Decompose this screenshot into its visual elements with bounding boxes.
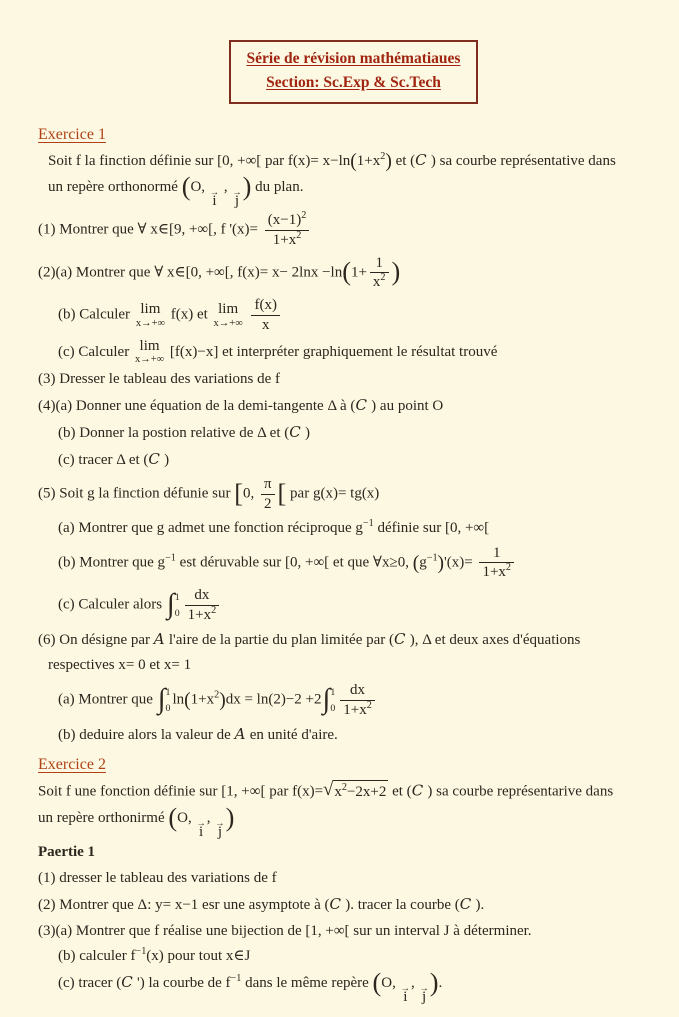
vector-symbol xyxy=(232,187,242,210)
text-run: '(x)= xyxy=(444,554,477,571)
math-fraction xyxy=(265,211,310,250)
doc-line: (2)(a) Montrer que ∀ x∈[0, +∞[, f(x)= x− 2lnx −ln(1+ $\frac{1}{x^2}$ ) xyxy=(38,254,401,291)
text-run: 1+x xyxy=(482,564,506,581)
text-run: 1+x xyxy=(187,606,212,623)
math-fraction xyxy=(261,475,275,514)
math-fraction xyxy=(185,586,220,625)
text-run: (2)(a) Montrer que ∀ x∈[0, +∞[, f(x)= x− 2lnx −ln xyxy=(38,264,343,281)
limit-operator xyxy=(136,302,165,329)
text-run: (2) Montrer que Δ: y= x−1 esr une asymptote à ( xyxy=(38,896,330,913)
text-run: x xyxy=(334,784,342,801)
superscript: 2 xyxy=(366,699,372,711)
text-run: (c) tracer Δ et ( xyxy=(58,451,149,468)
integral-upper-bound: 1 xyxy=(174,591,180,603)
integral-upper-bound: 1 xyxy=(330,686,336,698)
text-run: (c) Calculer alors xyxy=(58,596,166,613)
text-run: (c) Calculer xyxy=(58,343,133,360)
text-run: f(x) et xyxy=(166,306,212,323)
integral-operator xyxy=(322,684,337,716)
script-letter: C xyxy=(148,449,161,468)
math-fraction xyxy=(479,544,514,583)
fraction-denominator xyxy=(340,701,375,720)
vector-letter: j xyxy=(217,824,222,841)
limit-word: lim xyxy=(140,300,161,317)
superscript: 2 xyxy=(296,229,302,241)
text-run: et ( xyxy=(391,153,416,170)
text-run: (c) tracer ( xyxy=(58,975,122,992)
text-run: (1) Montrer que ∀ x∈[9, +∞[, f '(x)= xyxy=(38,221,262,238)
text-run: (b) calculer f xyxy=(58,948,136,965)
fraction-denominator xyxy=(370,273,389,292)
vector-arrow-icon: → xyxy=(232,187,242,198)
exercise-heading: Exercice 1 xyxy=(38,126,106,144)
text-run: (5) Soit g la finction défunie sur xyxy=(38,485,235,502)
script-letter: C xyxy=(394,629,406,648)
bold-text-run: Paertie 1 xyxy=(38,844,96,861)
text-run: définie sur [0, +∞[ xyxy=(373,519,490,536)
superscript: 2 xyxy=(341,782,347,794)
text-run: , xyxy=(206,810,215,827)
superscript: −1 xyxy=(165,552,176,564)
vector-letter: j xyxy=(234,193,240,210)
integral-sign: ∫ xyxy=(322,684,331,716)
text-run: (a) Montrer que xyxy=(58,691,157,708)
doc-line xyxy=(38,422,669,445)
integral-bounds xyxy=(330,687,336,714)
integral-upper-bound: 1 xyxy=(165,686,171,698)
fraction-denominator xyxy=(261,495,275,514)
vector-symbol xyxy=(400,983,410,1006)
doc-line xyxy=(38,395,669,418)
script-letter: C xyxy=(459,894,472,913)
text-run: ), Δ et deux axes d'équations xyxy=(405,631,581,648)
text-run: g xyxy=(419,554,427,571)
text-run: Soit f la finction définie sur [0, +∞[ par f(x)= x−ln xyxy=(48,153,351,170)
doc-line: un repère orthonirmé (O, → i , → j ) xyxy=(38,803,235,841)
limit-subscript: x→+∞ xyxy=(213,317,243,329)
text-run: O, xyxy=(381,975,400,992)
integral-operator xyxy=(166,589,181,621)
superscript: −1 xyxy=(135,946,147,958)
superscript: 2 xyxy=(301,210,307,222)
text-run: 2 xyxy=(264,496,272,513)
superscript: −1 xyxy=(426,552,438,564)
text-run: 1 xyxy=(375,254,383,271)
text-run: ) sa courbe représentative dans xyxy=(427,153,616,170)
doc-line xyxy=(38,780,669,804)
text-run: , xyxy=(410,975,419,992)
integral-sign: ∫ xyxy=(157,684,166,716)
text-run: ) xyxy=(160,451,170,468)
document-body xyxy=(38,126,669,1006)
text-run: x xyxy=(372,274,381,291)
text-run: x xyxy=(261,316,270,333)
text-run: π xyxy=(263,476,272,493)
doc-line xyxy=(38,868,669,890)
text-run: (b) deduire alors la valeur de xyxy=(58,726,235,743)
text-run: (b) Calculer xyxy=(58,306,134,323)
text-run: (a) Montrer que g admet une fonction réciproque g xyxy=(58,519,363,536)
script-letter: C xyxy=(415,151,428,170)
text-run xyxy=(245,307,249,323)
text-run: (1) dresser le tableau des variations de f xyxy=(38,870,277,887)
vector-letter: i xyxy=(199,824,204,841)
text-run: dx xyxy=(350,682,366,699)
doc-line xyxy=(38,724,669,747)
text-run: O, xyxy=(190,178,209,195)
fraction-numerator xyxy=(261,475,275,495)
vector-letter: i xyxy=(403,989,408,1006)
text-run: (3) Dresser le tableau des variations de f xyxy=(38,371,280,388)
text-run: ) xyxy=(301,424,310,441)
doc-line xyxy=(38,586,669,625)
superscript: 2 xyxy=(211,604,217,616)
vector-symbol xyxy=(209,187,220,210)
text-run: ) sa courbe représentarive dans xyxy=(423,783,614,800)
doc-line xyxy=(38,946,669,968)
text-run: , xyxy=(220,178,232,195)
fraction-numerator xyxy=(251,296,280,316)
text-run: (3)(a) Montrer que f réalise une bijection de [1, +∞[ sur un interval J à déterminer. xyxy=(38,922,532,939)
text-run: (6) On désigne par xyxy=(38,631,154,648)
superscript: 2 xyxy=(214,689,220,701)
fraction-denominator xyxy=(185,606,220,625)
sqrt-radical xyxy=(323,780,388,804)
limit-subscript: x→+∞ xyxy=(135,317,165,329)
vector-arrow-icon: → xyxy=(215,818,225,829)
vector-symbol xyxy=(196,818,206,841)
text-run: ). tracer la courbe ( xyxy=(341,896,460,913)
doc-line xyxy=(38,449,669,472)
doc-line: (b) Montrer que $g^{-1}$ est déruvable sur [0, +∞[ et que ∀x≥0, $(g^{-1})'(x)=$ $\frac{1}{1+x^2}$ xyxy=(38,544,669,583)
text-run: Soit f une fonction définie sur [1, +∞[ par f(x)= xyxy=(38,783,324,800)
script-letter: C xyxy=(355,396,368,415)
math-fraction xyxy=(370,254,389,293)
text-run: ). xyxy=(471,896,485,913)
doc-line: (a) Montrer que ∫ 1 0 $\ln(1+x^2)dx = \ln(2)-2 +2$ ∫ 1 0 $\frac{dx}{1+x^2}$ xyxy=(38,681,669,720)
text-run: (x−1) xyxy=(267,212,302,229)
text-run: 0, xyxy=(242,485,258,502)
sqrt-sign: √ xyxy=(323,779,334,801)
doc-title: Série de révision mathématiaues xyxy=(246,50,461,67)
text-run: (x) pour tout x∈J xyxy=(146,948,251,965)
doc-line: (c) tracer (C ') la courbe de $f^{-1}$ dans le même repère (O, → i , → j ). xyxy=(58,968,443,1006)
text-run: et ( xyxy=(388,783,412,800)
text-run: O, xyxy=(177,810,196,827)
doc-line xyxy=(38,369,669,391)
math-fraction xyxy=(340,681,375,720)
vector-letter: i xyxy=(212,193,217,210)
superscript: 2 xyxy=(380,151,386,163)
text-run: est déruvable sur [0, +∞[ et que ∀x≥0, xyxy=(175,554,413,571)
text-run: par g(x)= tg(x) xyxy=(286,485,380,502)
script-letter: A xyxy=(153,629,166,648)
text-run: un repère orthonirmé xyxy=(38,810,169,827)
text-run: f(x) xyxy=(254,297,277,314)
limit-word: lim xyxy=(139,337,160,354)
text-run: dx xyxy=(194,587,210,604)
text-run: en unité d'aire. xyxy=(245,726,338,743)
fraction-numerator xyxy=(265,211,310,231)
doc-line: Soit f la finction définie sur [0, +∞[ par $f(x)= x-\ln(1+x^2)$ et (C ) sa courbe représentative dans xyxy=(48,151,616,173)
integral-operator xyxy=(157,684,172,716)
text-run: 1+x xyxy=(272,231,297,248)
limit-subscript: x→+∞ xyxy=(134,354,165,366)
doc-line xyxy=(38,211,669,250)
superscript: −1 xyxy=(362,517,374,529)
integral-lower-bound: 0 xyxy=(174,607,180,619)
title-box xyxy=(229,40,479,104)
text-run: un repère orthonormé xyxy=(48,178,182,195)
text-run: 1+ xyxy=(350,264,367,281)
text-run: ln xyxy=(172,691,185,708)
limit-operator xyxy=(135,339,164,366)
text-run: l'aire de la partie du plan limitée par ( xyxy=(165,631,394,648)
vector-letter: j xyxy=(422,989,427,1006)
text-run: (b) Donner la postion relative de Δ et ( xyxy=(58,424,290,441)
exercise-heading: Exercice 2 xyxy=(38,756,106,774)
doc-subtitle: Section: Sc.Exp & Sc.Tech xyxy=(266,74,441,92)
script-letter: A xyxy=(234,724,246,743)
integral-sign: ∫ xyxy=(166,589,175,621)
script-letter: C xyxy=(289,422,302,441)
script-letter: C xyxy=(411,781,424,800)
text-run: 1+x xyxy=(356,153,381,170)
script-letter: C xyxy=(329,894,342,913)
text-run: (b) Montrer que g xyxy=(58,554,166,571)
limit-word: lim xyxy=(218,300,239,317)
vector-symbol xyxy=(215,818,225,841)
vector-arrow-icon: → xyxy=(400,983,410,994)
superscript: −1 xyxy=(230,973,242,985)
fraction-denominator xyxy=(265,231,310,250)
fraction-denominator xyxy=(479,563,514,582)
doc-line xyxy=(38,339,669,366)
text-run: respectives x= 0 et x= 1 xyxy=(48,657,192,674)
fraction-numerator xyxy=(185,586,220,606)
text-run: dx = ln(2)−2 +2 xyxy=(225,691,322,708)
doc-line xyxy=(38,894,669,917)
superscript: 2 xyxy=(380,272,386,284)
doc-line xyxy=(38,518,669,540)
fraction-denominator xyxy=(251,316,280,335)
fraction-numerator xyxy=(370,254,389,274)
doc-line xyxy=(38,921,669,943)
doc-line xyxy=(38,629,669,652)
text-run: dans le même repère xyxy=(241,975,373,992)
text-run: (4)(a) Donner une équation de la demi-tangente Δ à ( xyxy=(38,398,356,415)
text-run: −2x+2 xyxy=(346,784,387,801)
text-run: 1+x xyxy=(190,691,215,708)
vector-symbol xyxy=(419,983,429,1006)
fraction-numerator xyxy=(340,681,375,701)
sqrt-radicand xyxy=(333,780,388,804)
superscript: 2 xyxy=(505,562,512,574)
text-run: 1+x xyxy=(343,701,367,718)
math-fraction xyxy=(251,296,280,335)
text-run: ) au point O xyxy=(367,398,444,415)
doc-line: (5) Soit g la finction défunie sur [0, $\frac{\pi}{2}$ [ par g(x)= tg(x) xyxy=(38,476,380,513)
text-run: ') la courbe de f xyxy=(133,975,231,992)
doc-line xyxy=(38,842,669,864)
vector-arrow-icon: → xyxy=(196,818,206,829)
integral-lower-bound: 0 xyxy=(165,702,171,714)
text-run: [f(x)−x] et interpréter graphiquement le résultat trouvé xyxy=(166,343,498,360)
doc-line xyxy=(38,296,669,335)
integral-bounds xyxy=(166,687,172,714)
integral-bounds xyxy=(175,592,181,619)
vector-arrow-icon: → xyxy=(419,983,429,994)
text-run: 1 xyxy=(492,544,501,561)
integral-lower-bound: 0 xyxy=(330,702,336,714)
fraction-numerator xyxy=(479,544,514,564)
text-run: . xyxy=(438,975,443,992)
vector-arrow-icon: → xyxy=(209,187,220,198)
doc-line xyxy=(38,655,669,677)
script-letter: C xyxy=(121,973,134,992)
limit-operator xyxy=(214,302,243,329)
doc-line: un repère orthonormé (O, → i , → j ) du plan. xyxy=(48,171,304,210)
text-run: du plan. xyxy=(251,178,304,195)
